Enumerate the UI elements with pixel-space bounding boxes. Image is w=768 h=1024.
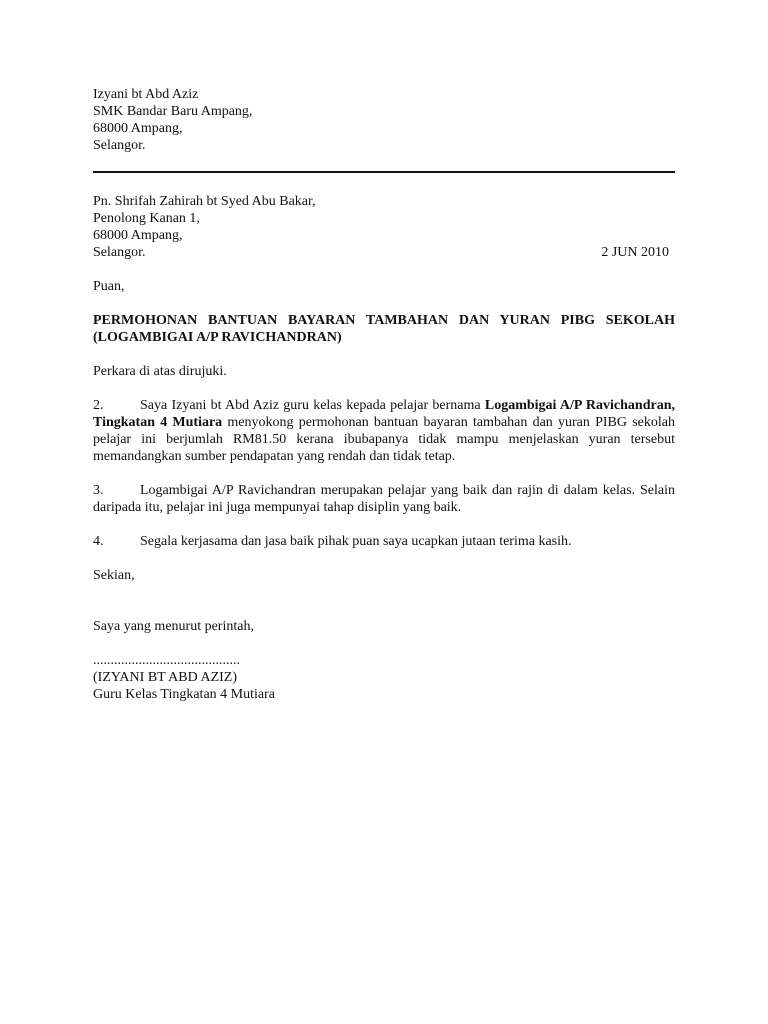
- signatory-title: Guru Kelas Tingkatan 4 Mutiara: [93, 687, 275, 702]
- paragraph-number: 3.: [93, 483, 104, 498]
- closing: Sekian,: [93, 568, 135, 583]
- sender-address: [93, 86, 675, 154]
- signature-line: ..........................................: [93, 653, 240, 668]
- recipient-position: Penolong Kanan 1,: [93, 211, 200, 226]
- paragraph-number: 2.: [93, 398, 104, 413]
- paragraph-text: Segala kerjasama dan jasa baik pihak puan saya ucapkan jutaan terima kasih.: [140, 534, 572, 549]
- paragraph-4: [93, 533, 675, 550]
- paragraph-text: Logambigai A/P Ravichandran merupakan pelajar yang baik dan rajin di dalam kelas. Selain daripada itu, pelajar ini juga mempunyai tahap disiplin yang baik.: [93, 483, 675, 515]
- paragraph-text: Saya Izyani bt Abd Aziz guru kelas kepada pelajar bernama: [140, 398, 485, 413]
- header-divider: [93, 171, 675, 173]
- paragraph-text: menyokong permohonan bantuan bayaran tambahan dan yuran PIBG sekolah pelajar ini berjumlah RM81.50 kerana ibubapanya tidak mampu menjelaskan yuran tersebut memandangkan sumber pendapatan yang rendah dan tidak tetap.: [93, 415, 675, 464]
- signatory-name: (IZYANI BT ABD AZIZ): [93, 670, 238, 685]
- recipient-name: Pn. Shrifah Zahirah bt Syed Abu Bakar,: [93, 194, 316, 209]
- letter-date: 2 JUN 2010: [601, 245, 669, 260]
- paragraph-2: [93, 397, 675, 465]
- student-name-bold: Logambigai A/P Ravichandran, Tingkatan 4 Mutiara: [93, 398, 675, 430]
- sender-postcode-city: 68000 Ampang,: [93, 121, 183, 136]
- recipient-postcode-city: 68000 Ampang,: [93, 228, 183, 243]
- recipient-state: Selangor.: [93, 245, 146, 260]
- sender-school: SMK Bandar Baru Ampang,: [93, 104, 253, 119]
- reference-line: Perkara di atas dirujuki.: [93, 364, 227, 379]
- recipient-address: [93, 193, 675, 261]
- paragraph-3: [93, 482, 675, 516]
- letter: [93, 86, 675, 703]
- sender-name: Izyani bt Abd Aziz: [93, 87, 199, 102]
- paragraph-number: 4.: [93, 534, 104, 549]
- letter-subject: PERMOHONAN BANTUAN BAYARAN TAMBAHAN DAN YURAN PIBG SEKOLAH (LOGAMBIGAI A/P RAVICHANDRAN): [93, 313, 675, 345]
- salutation: Puan,: [93, 279, 125, 294]
- recipient-state-date-row: [93, 244, 675, 261]
- sender-state: Selangor.: [93, 138, 146, 153]
- obedient-line: Saya yang menurut perintah,: [93, 619, 254, 634]
